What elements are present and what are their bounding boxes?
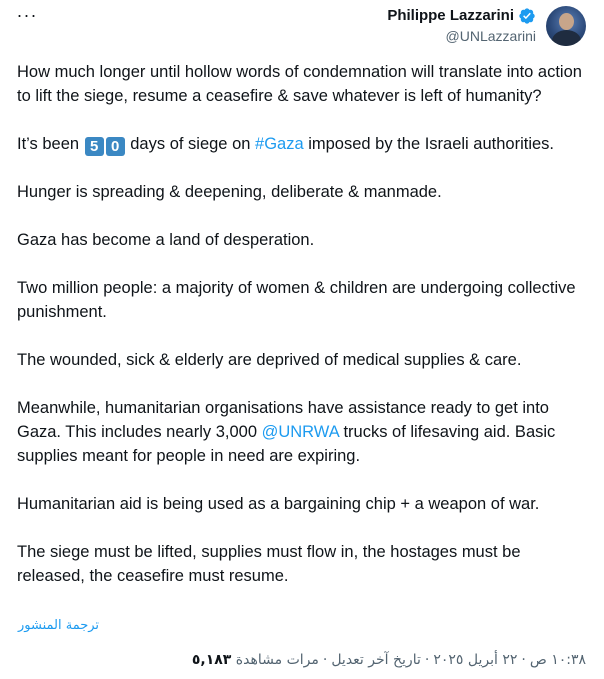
author-display-name[interactable]: Philippe Lazzarini [387, 7, 514, 24]
views-label: مرات مشاهدة [235, 652, 319, 668]
avatar-head [559, 13, 574, 30]
hashtag-link[interactable]: #Gaza [255, 135, 304, 153]
tweet-paragraph-3: Hunger is spreading & deepening, deliberate & manmade. [17, 183, 442, 201]
separator: · [424, 652, 430, 668]
author-avatar[interactable] [546, 6, 586, 46]
avatar-shoulders [552, 30, 581, 46]
edited-label[interactable]: تاريخ آخر تعديل [331, 652, 421, 668]
keycap-digit-zero-icon: 0 [106, 137, 125, 156]
tweet-paragraph-8: Humanitarian aid is being used as a bargaining chip + a weapon of war. [17, 495, 540, 513]
tweet-paragraph-6: The wounded, sick & elderly are deprived of medical supplies & care. [17, 351, 522, 369]
tweet-header [0, 0, 604, 52]
author-name-row [387, 6, 536, 26]
tweet-paragraph-4: Gaza has become a land of desperation. [17, 231, 315, 249]
separator: · [322, 652, 328, 668]
tweet-paragraph-5: Two million people: a majority of women & children are undergoing collective punishment. [17, 279, 576, 321]
views-count: ٥,١٨٣ [191, 652, 232, 668]
more-options-icon[interactable]: ··· [16, 5, 38, 25]
tweet-paragraph-2 [17, 132, 589, 156]
author-info [387, 6, 536, 46]
tweet-time[interactable]: ١٠:٣٨ ص [529, 652, 586, 668]
mention-link[interactable]: @UNRWA [261, 423, 339, 441]
text-segment: imposed by the Israeli authorities. [303, 135, 555, 153]
separator: · [521, 652, 526, 668]
verified-badge-icon [518, 7, 536, 25]
tweet-date[interactable]: ٢٢ أبريل ٢٠٢٥ [433, 652, 518, 668]
tweet-paragraph-9: The siege must be lifted, supplies must flow in, the hostages must be released, the ceasefire must resume. [17, 543, 521, 585]
tweet-paragraph-7 [17, 396, 589, 468]
text-segment: Meanwhile, humanitarian organisations have assistance ready to get into Gaza. This includes nearly 3,000 [17, 399, 549, 441]
tweet-metadata [192, 650, 586, 670]
author-handle[interactable]: @UNLazzarini [445, 28, 536, 44]
translate-post-link[interactable]: ترجمة المنشور [18, 618, 100, 633]
tweet-paragraph-1: How much longer until hollow words of condemnation will translate into action to lift the siege, resume a ceasefire & save whatever is left of humanity? [17, 63, 582, 105]
text-segment: trucks of lifesaving aid. Basic supplies meant for people in need are expiring. [17, 423, 556, 465]
text-segment: days of siege on [125, 135, 256, 153]
keycap-digit-five-icon: 5 [85, 137, 104, 156]
text-segment: It’s been [17, 135, 84, 153]
tweet-text [17, 60, 589, 588]
